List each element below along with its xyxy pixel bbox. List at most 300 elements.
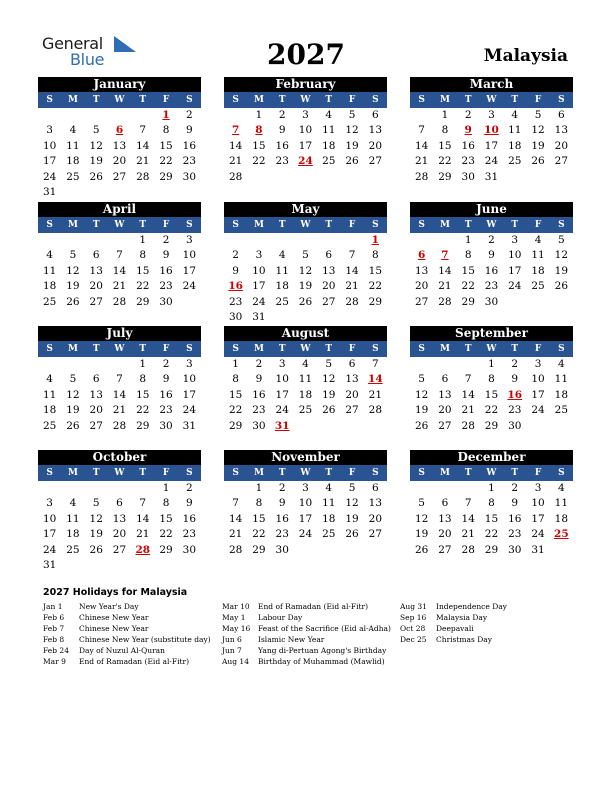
empty-cell [317, 419, 340, 435]
day-cell: 8 [255, 497, 263, 509]
weekday-label: T [464, 468, 472, 478]
week-row [410, 357, 573, 373]
day-cell: 22 [136, 280, 150, 292]
day-cell: 20 [89, 404, 103, 416]
day-cell: 1 [441, 108, 449, 121]
empty-cell [294, 419, 317, 435]
day-cell: 2 [464, 108, 472, 121]
day-cell: 12 [89, 139, 103, 152]
day-cell: 22 [228, 404, 243, 416]
empty-cell [178, 185, 201, 201]
day-cell: 3 [511, 233, 519, 246]
weekday-header [38, 217, 201, 233]
day-cell: 7 [139, 497, 147, 509]
day-cell: 24 [531, 528, 545, 540]
day-cell: 24 [484, 155, 499, 167]
empty-cell [224, 233, 247, 249]
day-cell: 5 [69, 249, 77, 261]
day-cell: 14 [461, 388, 475, 401]
day-cell: 7 [232, 497, 239, 509]
month-name: January [38, 77, 201, 92]
day-cell: 28 [461, 419, 475, 432]
day-cell: 7 [418, 124, 425, 136]
day-cell: 2 [511, 357, 519, 370]
week-row [410, 170, 573, 186]
month-june [410, 202, 573, 310]
empty-cell [364, 419, 387, 435]
day-cell: 27 [368, 155, 383, 167]
day-cell: 21 [461, 528, 475, 540]
week-row [38, 233, 201, 249]
day-cell: 19 [89, 155, 103, 167]
weekday-label: S [372, 344, 379, 354]
day-cell: 4 [69, 124, 77, 136]
day-cell: 22 [159, 155, 173, 167]
day-cell: 24 [531, 404, 545, 416]
empty-cell [61, 357, 84, 373]
week-row [38, 419, 201, 435]
day-cell: 31 [484, 170, 499, 183]
empty-cell [61, 185, 84, 201]
day-cell: 9 [255, 373, 263, 385]
day-cell: 19 [414, 404, 429, 416]
weekday-label: W [114, 344, 125, 354]
day-cell: 15 [136, 388, 150, 401]
weekday-label: T [92, 95, 100, 105]
day-cell: 19 [345, 512, 359, 525]
day-cell: 30 [252, 419, 266, 432]
day-cell: 23 [508, 404, 522, 416]
day-cell: 13 [554, 124, 569, 136]
day-cell: 30 [228, 311, 243, 323]
day-cell: 25 [66, 543, 80, 556]
day-cell: 9 [162, 373, 170, 385]
day-cell: 31 [531, 543, 545, 556]
weekday-header [410, 217, 573, 233]
day-cell: 27 [112, 543, 127, 556]
day-cell: 24 [42, 170, 57, 183]
weekday-label: T [92, 468, 100, 478]
day-cell: 25 [298, 404, 313, 416]
month-august [224, 326, 387, 434]
day-cell: 20 [345, 388, 359, 401]
empty-cell [550, 543, 573, 559]
month-name: May [224, 202, 387, 217]
day-cell: 25 [42, 419, 57, 432]
day-cell: 6 [557, 108, 565, 121]
day-cell: 25 [531, 280, 545, 292]
empty-cell [38, 233, 61, 249]
week-row [224, 388, 387, 404]
empty-cell [131, 185, 154, 201]
weekday-label: M [253, 344, 264, 354]
day-cell: 7 [348, 249, 356, 261]
weekday-label: S [46, 95, 53, 105]
day-cell: 27 [112, 170, 127, 183]
weekday-label: T [511, 468, 519, 478]
week-row [410, 264, 573, 280]
day-cell: 18 [42, 280, 57, 292]
holiday-day-cell: 9 [464, 124, 472, 136]
weekday-label: S [418, 344, 425, 354]
holiday-name: Islamic New Year [258, 635, 325, 644]
day-cell: 30 [508, 543, 522, 556]
empty-cell [340, 233, 363, 249]
week-row [38, 139, 201, 155]
holiday-date: Aug 14 [222, 657, 249, 666]
day-cell: 21 [136, 528, 150, 540]
day-cell: 26 [89, 170, 103, 183]
day-cell: 13 [438, 512, 452, 525]
day-cell: 27 [438, 543, 452, 556]
weekday-header [224, 92, 387, 108]
empty-cell [410, 481, 433, 497]
month-name: February [224, 77, 387, 92]
empty-cell [38, 108, 61, 124]
day-cell: 1 [139, 233, 147, 246]
day-cell: 2 [511, 481, 519, 494]
week-row [38, 388, 201, 404]
day-cell: 14 [345, 264, 359, 277]
week-row [224, 512, 387, 528]
day-cell: 14 [112, 264, 127, 277]
day-cell: 4 [325, 481, 333, 494]
day-cell: 14 [228, 512, 243, 525]
day-cell: 14 [461, 512, 475, 525]
day-cell: 3 [302, 108, 309, 121]
day-cell: 1 [162, 481, 170, 494]
empty-cell [317, 543, 340, 559]
holiday-day-cell: 7 [441, 249, 449, 261]
empty-cell [526, 170, 549, 186]
empty-cell [38, 481, 61, 497]
weekday-label: M [439, 344, 450, 354]
month-february [224, 77, 387, 185]
empty-cell [457, 357, 480, 373]
day-cell: 3 [302, 481, 309, 494]
holiday-name: Independence Day [436, 602, 507, 611]
day-cell: 20 [322, 280, 336, 292]
day-cell: 15 [252, 139, 266, 152]
weekday-header [410, 341, 573, 357]
holiday-name: Chinese New Year (substitute day) [79, 635, 211, 644]
day-cell: 31 [42, 559, 57, 571]
week-row [38, 481, 201, 497]
weekday-label: F [162, 344, 170, 354]
day-cell: 18 [554, 512, 569, 525]
weekday-header [38, 341, 201, 357]
day-cell: 9 [278, 497, 286, 509]
weekday-label: S [46, 220, 53, 230]
holiday-date: Sep 16 [400, 613, 427, 622]
week-row [224, 264, 387, 280]
weekday-label: F [348, 95, 356, 105]
day-cell: 17 [182, 388, 197, 401]
weekday-label: T [464, 95, 472, 105]
day-cell: 2 [162, 233, 170, 246]
day-cell: 30 [159, 295, 173, 308]
weekday-label: M [439, 95, 450, 105]
day-cell: 4 [534, 233, 542, 246]
week-row [224, 154, 387, 170]
day-cell: 18 [42, 404, 57, 416]
day-cell: 12 [345, 497, 359, 509]
day-cell: 1 [139, 357, 147, 370]
day-cell: 24 [182, 280, 197, 292]
day-cell: 20 [112, 528, 127, 540]
day-cell: 11 [531, 249, 545, 261]
day-cell: 5 [534, 108, 542, 121]
day-cell: 29 [136, 295, 150, 308]
day-cell: 11 [508, 124, 522, 136]
day-cell: 26 [298, 295, 313, 308]
empty-cell [433, 357, 456, 373]
day-cell: 16 [159, 264, 173, 277]
day-cell: 4 [511, 108, 519, 121]
empty-cell [85, 233, 108, 249]
day-cell: 10 [531, 497, 545, 509]
day-cell: 4 [46, 373, 53, 385]
day-cell: 2 [185, 108, 193, 121]
week-row [224, 527, 387, 543]
empty-cell [317, 233, 340, 249]
day-cell: 11 [42, 264, 57, 277]
day-cell: 1 [232, 357, 239, 370]
day-cell: 3 [534, 481, 542, 494]
day-cell: 10 [298, 497, 313, 509]
day-cell: 27 [554, 155, 569, 167]
day-cell: 23 [252, 404, 266, 416]
holiday-date: Jun 7 [222, 646, 242, 655]
day-cell: 5 [418, 373, 425, 385]
day-cell: 10 [42, 139, 57, 152]
empty-cell [364, 310, 387, 326]
day-cell: 3 [185, 357, 193, 370]
day-cell: 20 [438, 528, 452, 540]
empty-cell [410, 233, 433, 249]
holiday-name: New Year's Day [79, 602, 139, 611]
weekday-label: W [300, 344, 311, 354]
day-cell: 6 [371, 481, 379, 494]
day-cell: 6 [92, 249, 100, 261]
day-cell: 24 [275, 404, 289, 416]
holiday-date: Jan 1 [43, 602, 63, 611]
holiday-date: Feb 24 [43, 646, 69, 655]
day-cell: 28 [461, 543, 475, 556]
weekday-label: M [253, 95, 264, 105]
day-cell: 5 [69, 373, 77, 385]
week-row [410, 543, 573, 559]
month-name: July [38, 326, 201, 341]
holiday-date: Aug 31 [400, 602, 427, 611]
day-cell: 20 [554, 139, 569, 152]
day-cell: 8 [232, 373, 239, 385]
day-cell: 18 [322, 139, 336, 152]
weekday-label: T [92, 344, 100, 354]
day-cell: 24 [508, 280, 522, 292]
empty-cell [433, 481, 456, 497]
day-cell: 10 [182, 373, 197, 385]
day-cell: 17 [484, 139, 499, 152]
day-cell: 18 [322, 512, 336, 525]
week-row [38, 543, 201, 559]
empty-cell [131, 558, 154, 574]
day-cell: 2 [278, 481, 286, 494]
month-name: April [38, 202, 201, 217]
weekday-label: M [439, 468, 450, 478]
week-row [410, 248, 573, 264]
day-cell: 16 [461, 139, 475, 152]
holiday-date: Mar 10 [222, 602, 250, 611]
day-cell: 22 [368, 280, 383, 292]
holiday-name: Chinese New Year [79, 624, 149, 633]
weekday-label: T [92, 220, 100, 230]
day-cell: 5 [418, 497, 425, 509]
day-cell: 15 [159, 139, 173, 152]
weekday-label: W [114, 220, 125, 230]
holiday-name: Malaysia Day [436, 613, 488, 622]
day-cell: 27 [89, 419, 103, 432]
day-cell: 16 [159, 388, 173, 401]
day-cell: 17 [298, 512, 313, 525]
empty-cell [85, 108, 108, 124]
day-cell: 21 [345, 280, 359, 292]
holiday-name: Christmas Day [436, 635, 492, 644]
weekday-label: T [139, 344, 147, 354]
holiday-day-cell: 28 [135, 543, 151, 556]
day-cell: 12 [66, 264, 80, 277]
empty-cell [108, 558, 131, 574]
empty-cell [61, 481, 84, 497]
day-cell: 28 [438, 295, 452, 308]
day-cell: 15 [252, 512, 266, 525]
weekday-label: T [464, 344, 472, 354]
weekday-label: W [486, 468, 497, 478]
day-cell: 28 [228, 543, 243, 556]
weekday-label: S [46, 468, 53, 478]
day-cell: 5 [348, 108, 356, 121]
holiday-date: May 16 [222, 624, 251, 633]
country-title: Malaysia [483, 46, 568, 66]
week-row [38, 170, 201, 186]
empty-cell [503, 170, 526, 186]
day-cell: 4 [69, 497, 77, 509]
day-cell: 29 [159, 543, 173, 556]
holiday-name: Day of Nuzul Al-Quran [79, 646, 165, 655]
empty-cell [224, 481, 247, 497]
holidays-heading: 2027 Holidays for Malaysia [43, 587, 188, 598]
holiday-date: Mar 9 [43, 657, 66, 666]
day-cell: 18 [66, 528, 80, 540]
day-cell: 13 [368, 497, 383, 509]
weekday-label: T [139, 220, 147, 230]
day-cell: 22 [461, 280, 475, 292]
week-row [38, 527, 201, 543]
weekday-header [410, 465, 573, 481]
day-cell: 9 [162, 249, 170, 261]
week-row [38, 279, 201, 295]
week-row [410, 403, 573, 419]
day-cell: 26 [554, 280, 569, 292]
weekday-label: S [232, 95, 239, 105]
week-row [224, 310, 387, 326]
day-cell: 20 [414, 280, 429, 292]
weekday-label: T [278, 344, 286, 354]
day-cell: 26 [89, 543, 103, 556]
weekday-label: F [162, 95, 170, 105]
weekday-label: S [372, 220, 379, 230]
day-cell: 12 [66, 388, 80, 401]
day-cell: 3 [46, 497, 53, 509]
week-row [224, 481, 387, 497]
day-cell: 25 [322, 155, 336, 167]
month-name: August [224, 326, 387, 341]
weekday-label: W [486, 220, 497, 230]
day-cell: 20 [368, 512, 383, 525]
holiday-day-cell: 14 [368, 373, 383, 385]
day-cell: 30 [508, 419, 522, 432]
weekday-label: W [486, 95, 497, 105]
weekday-label: M [67, 344, 78, 354]
day-cell: 17 [508, 264, 522, 277]
day-cell: 22 [252, 528, 266, 540]
day-cell: 8 [162, 124, 170, 136]
day-cell: 23 [159, 404, 173, 416]
holiday-day-cell: 1 [162, 108, 170, 121]
day-cell: 29 [484, 419, 499, 432]
day-cell: 15 [136, 264, 150, 277]
holiday-name: Chinese New Year [79, 613, 149, 622]
logo-word-blue: Blue [70, 50, 105, 69]
holiday-date: Oct 28 [400, 624, 426, 633]
empty-cell [550, 295, 573, 311]
weekday-label: T [139, 468, 147, 478]
empty-cell [410, 108, 433, 124]
holiday-name: Yang di-Pertuan Agong's Birthday [258, 646, 387, 655]
day-cell: 18 [531, 264, 545, 277]
day-cell: 25 [508, 155, 522, 167]
day-cell: 12 [89, 512, 103, 525]
empty-cell [340, 170, 363, 186]
week-row [38, 295, 201, 311]
day-cell: 17 [298, 139, 313, 152]
weekday-label: S [186, 468, 193, 478]
weekday-label: F [162, 220, 170, 230]
day-cell: 8 [162, 497, 170, 509]
weekday-label: S [232, 220, 239, 230]
holiday-name: Feast of the Sacrifice (Eid al-Adha) [258, 624, 391, 633]
week-row [410, 123, 573, 139]
weekday-header [410, 92, 573, 108]
weekday-label: S [186, 95, 193, 105]
weekday-label: F [534, 344, 542, 354]
day-cell: 4 [325, 108, 333, 121]
weekday-label: W [300, 220, 311, 230]
day-cell: 12 [345, 124, 359, 136]
day-cell: 26 [414, 543, 429, 556]
day-cell: 7 [139, 124, 147, 136]
day-cell: 21 [228, 155, 243, 167]
day-cell: 23 [159, 280, 173, 292]
day-cell: 28 [345, 295, 359, 308]
day-cell: 16 [182, 139, 197, 152]
day-cell: 12 [322, 373, 336, 385]
day-cell: 12 [531, 124, 545, 136]
day-cell: 17 [252, 280, 266, 292]
week-row [410, 527, 573, 543]
day-cell: 13 [322, 264, 336, 277]
day-cell: 30 [159, 419, 173, 432]
